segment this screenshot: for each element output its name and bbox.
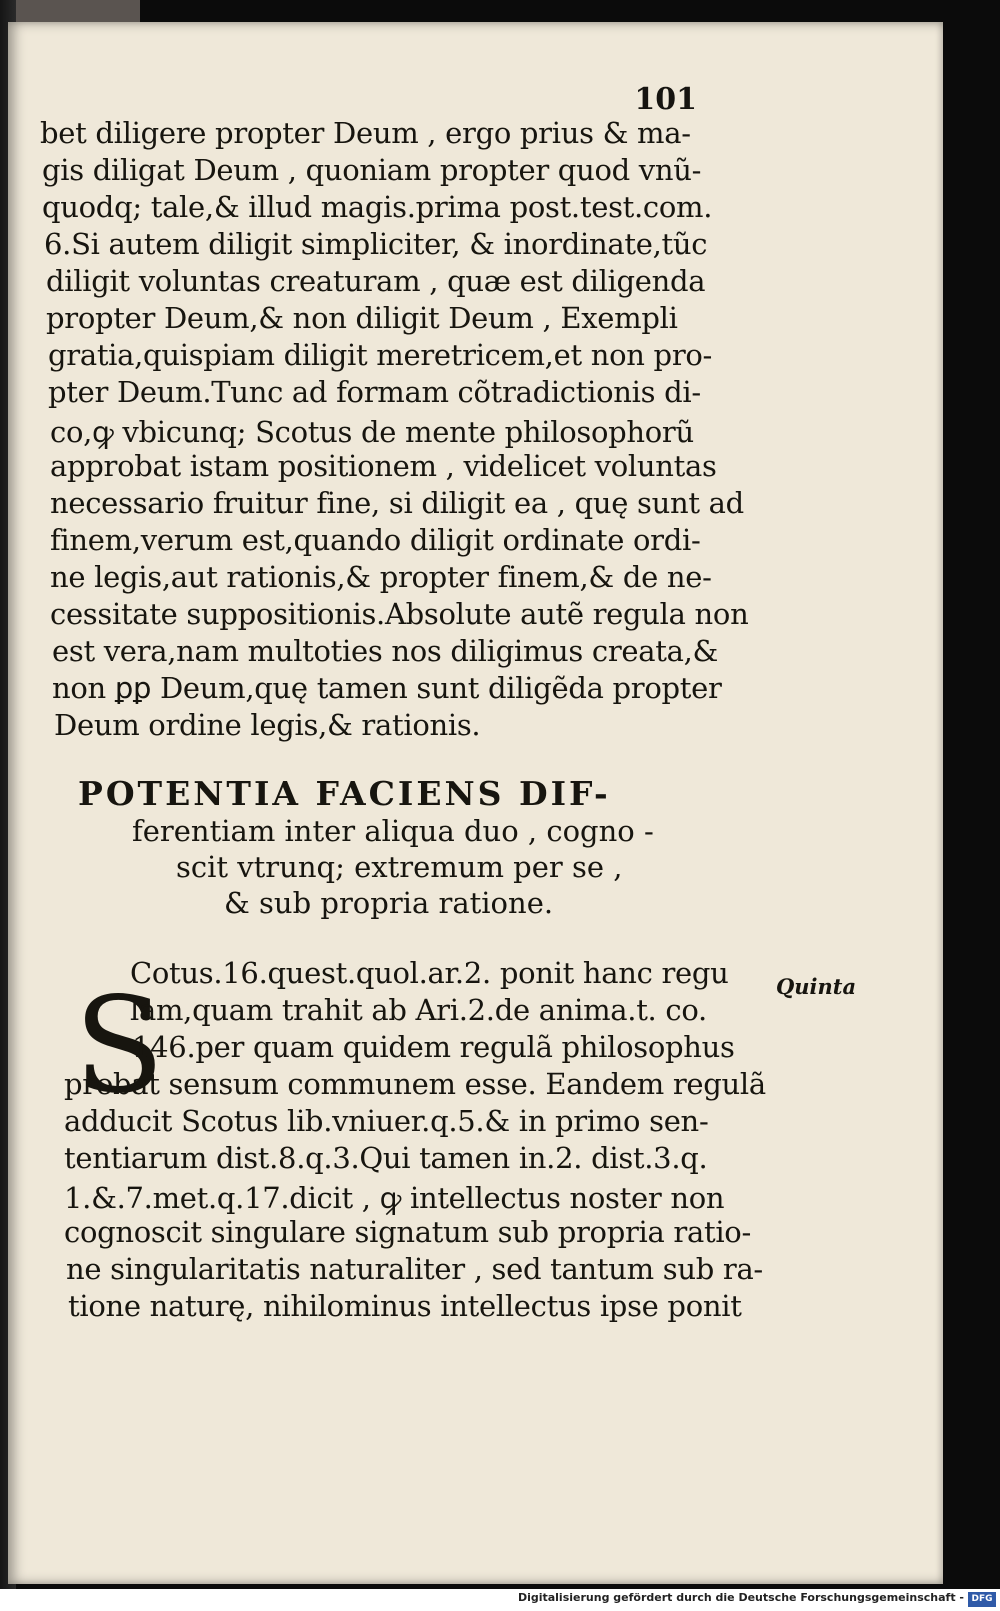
text-line: cognoscit singulare signatum sub propria ratio- [64,1215,751,1249]
heading-line: scit vtrunq; extremum per se , [176,850,623,884]
drop-cap: S [74,969,165,1123]
digitization-footer [0,1589,1000,1611]
text-line: Cotus.16.quest.quol.ar.2. ponit hanc regu [130,956,729,990]
text-line: co,ꝙ vbicunq; Scotus de mente philosophorũ [50,415,694,449]
text-line: gratia,quispiam diligit meretricem,et non pro- [48,338,713,372]
heading-line: ferentiam inter aliqua duo , cogno - [132,814,654,848]
text-line: gis diligat Deum , quoniam propter quod vnũ- [42,153,702,187]
text-line: tione naturę, nihilominus intellectus ipse ponit [68,1289,742,1323]
page-number: 101 [634,82,697,117]
text-line: Deum ordine legis,& rationis. [54,708,481,742]
text-line: approbat istam positionem , videlicet voluntas [50,449,717,483]
text-line: est vera,nam multoties nos diligimus creata,& [52,634,719,668]
text-line: diligit voluntas creaturam , quæ est diligenda [46,264,706,298]
scan-top-border [0,0,1000,22]
text-line: 1.&.7.met.q.17.dicit , ꝙ intellectus noster non [64,1181,725,1215]
dfg-logo: DFG [968,1592,996,1607]
text-line: cessitate suppositionis.Absolute autẽ regula non [50,597,749,631]
text-line: lam,quam trahit ab Ari.2.de anima.t. co. [130,993,707,1027]
text-line: non ꝑꝑ Deum,quę tamen sunt diligẽda propter [52,671,722,705]
text-line: 146.per quam quidem regulã philosophus [132,1030,735,1064]
text-line: ne singularitatis naturaliter , sed tantum sub ra- [66,1252,763,1286]
text-line: adducit Scotus lib.vniuer.q.5.& in primo sen- [64,1104,709,1138]
footer-credit: Digitalisierung gefördert durch die Deutsche Forschungsgemeinschaft - [517,1591,964,1604]
text-line: 6.Si autem diligit simpliciter, & inordinate,tũc [44,227,708,261]
margin-note: Quinta [776,974,857,999]
heading-line: POTENTIA FACIENS DIF- [78,774,611,813]
text-line: tentiarum dist.8.q.3.Qui tamen in.2. dist.3.q. [64,1141,708,1175]
text-line: quodq; tale,& illud magis.prima post.test.com. [42,190,713,224]
text-line: finem,verum est,quando diligit ordinate ordi- [50,523,701,557]
text-line: pter Deum.Tunc ad formam cõtradictionis di- [48,375,701,409]
text-line: necessario fruitur fine, si diligit ea , quę sunt ad [50,486,744,520]
text-line: probat sensum communem esse. Eandem regulã [64,1067,766,1101]
text-line: propter Deum,& non diligit Deum , Exempli [46,301,678,335]
book-page [8,22,943,1584]
text-line: bet diligere propter Deum , ergo prius & ma- [40,116,691,150]
heading-line: & sub propria ratione. [224,886,554,920]
text-line: ne legis,aut rationis,& propter finem,& de ne- [50,560,712,594]
